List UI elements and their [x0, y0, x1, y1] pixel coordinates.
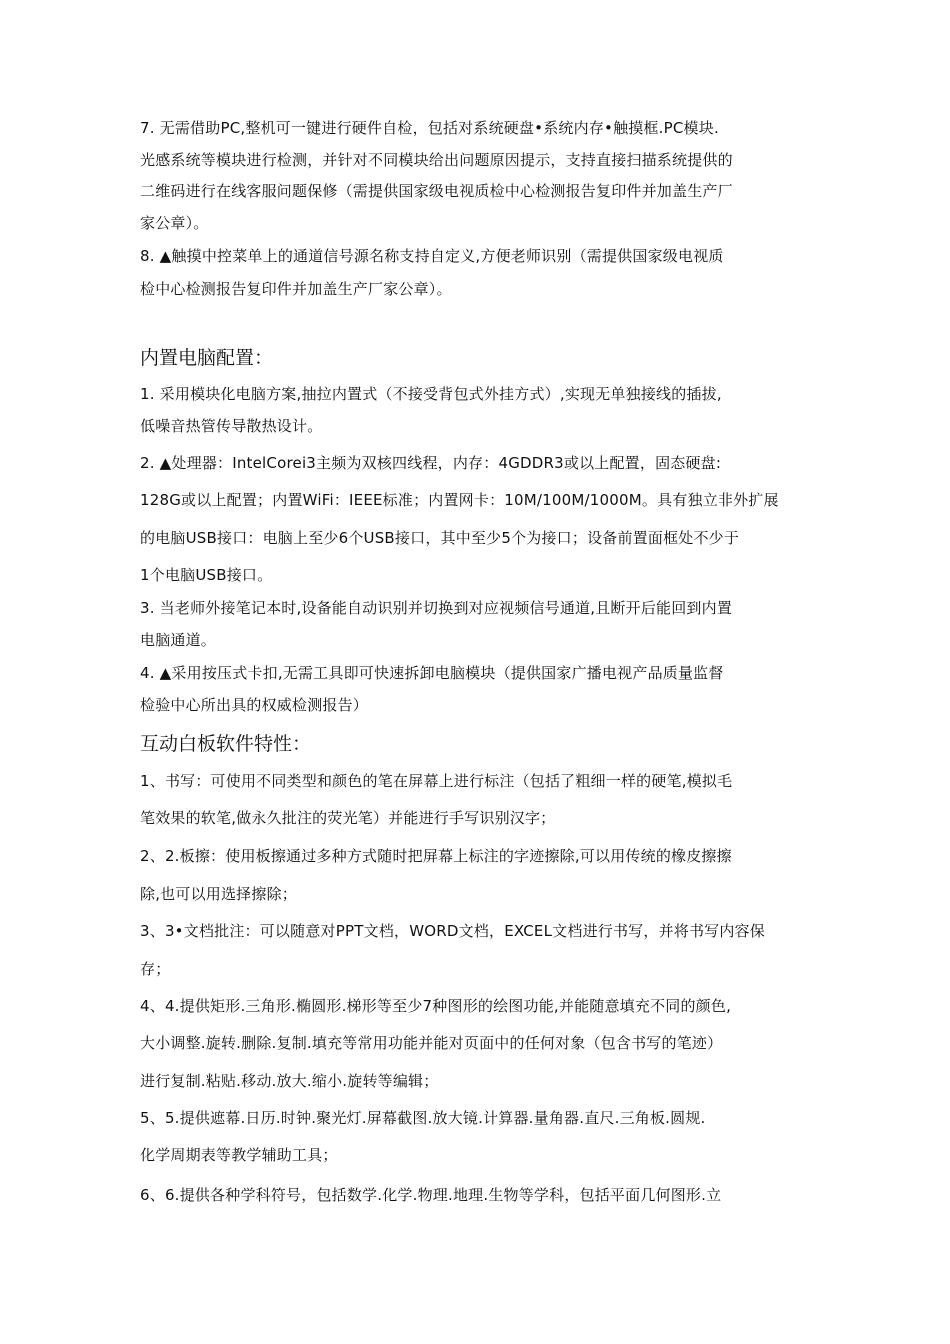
wb-item2-line1: 2、2.板擦：使用板擦通过多种方式随时把屏幕上标注的字迹擦除,可以用传统的橡皮擦擦 [140, 847, 732, 865]
wb-item4-line1: 4、4.提供矩形.三角形.椭圆形.梯形等至少7种图形的绘图功能,并能随意填充不同的颜色, [140, 997, 732, 1015]
pc-item3-line2: 电脑通道。 [140, 631, 217, 649]
pc-item2-line1: 2. ▲处理器：IntelCorei3主频为双核四线程，内存：4GDDR3或以上配置，固态硬盘: [140, 454, 722, 472]
item8-line1: 8. ▲触摸中控菜单上的通道信号源名称支持自定义,方便老师识别（需提供国家级电视质 [140, 247, 724, 265]
item7-line4: 家公章）。 [140, 214, 209, 232]
item7-line2: 光感系统等模块进行检测，并针对不同模块给出问题原因提示，支持直接扫描系统提供的 [140, 151, 733, 169]
wb-item3-line1: 3、3•文档批注：可以随意对PPT文档，WORD文档，EXCEL文档进行书写，并将书写内容保 [140, 922, 765, 940]
item7-line3: 二维码进行在线客服问题保修（需提供国家级电视质检中心检测报告复印件并加盖生产厂 [140, 182, 733, 200]
item7-line1: 7. 无需借助PC,整机可一键进行硬件自检，包括对系统硬盘•系统内存•触摸框.PC模块. [140, 119, 719, 137]
pc-item2-line3: 的电脑USB接口：电脑上至少6个USB接口，其中至少5个为接口；设备前置面框处不少于 [140, 529, 740, 547]
pc-item1-line1: 1. 采用模块化电脑方案,抽拉内置式（不接受背包式外挂方式）,实现无单独接线的插拔, [140, 385, 722, 403]
wb-item3-line2: 存； [140, 960, 171, 978]
wb-item4-line3: 进行复制.粘贴.移动.放大.缩小.旋转等编辑； [140, 1072, 439, 1090]
pc-item2-line4: 1个电脑USB接口。 [140, 566, 273, 584]
wb-item5-line2: 化学周期表等教学辅助工具； [140, 1146, 338, 1164]
wb-item1-line1: 1、书写：可使用不同类型和颜色的笔在屏幕上进行标注（包括了粗细一样的硬笔,模拟毛 [140, 772, 733, 790]
pc-item2-line2: 128G或以上配置；内置WiFi：IEEE标准；内置网卡：10M/100M/1000M。具有独立非外扩展 [140, 491, 779, 509]
pc-item4-line1: 4. ▲采用按压式卡扣,无需工具即可快速拆卸电脑模块（提供国家广播电视产品质量监督 [140, 664, 724, 682]
whiteboard-heading: 互动白板软件特性： [140, 733, 312, 755]
wb-item5-line1: 5、5.提供遮幕.日历.时钟.聚光灯.屏幕截图.放大镜.计算器.量角器.直尺.三角板.圆规. [140, 1109, 706, 1127]
wb-item2-line2: 除,也可以用选择擦除； [140, 885, 297, 903]
wb-item6-line1: 6、6.提供各种学科符号，包括数学.化学.物理.地理.生物等学科，包括平面几何图形.立 [140, 1186, 722, 1204]
item8-line2: 检中心检测报告复印件并加盖生产厂家公章）。 [140, 280, 452, 298]
pc-item3-line1: 3. 当老师外接笔记本时,设备能自动识别并切换到对应视频信号通道,且断开后能回到内置 [140, 599, 733, 617]
wb-item4-line2: 大小调整.旋转.删除.复制.填充等常用功能并能对页面中的任何对象（包含书写的笔迹） [140, 1034, 723, 1052]
wb-item1-line2: 笔效果的软笔,做永久批注的荧光笔）并能进行手写识别汉字； [140, 809, 556, 827]
pc-config-heading: 内置电脑配置： [140, 347, 274, 369]
pc-item4-line2: 检验中心所出具的权威检测报告） [140, 696, 369, 714]
pc-item1-line2: 低噪音热管传导散热设计。 [140, 417, 323, 435]
